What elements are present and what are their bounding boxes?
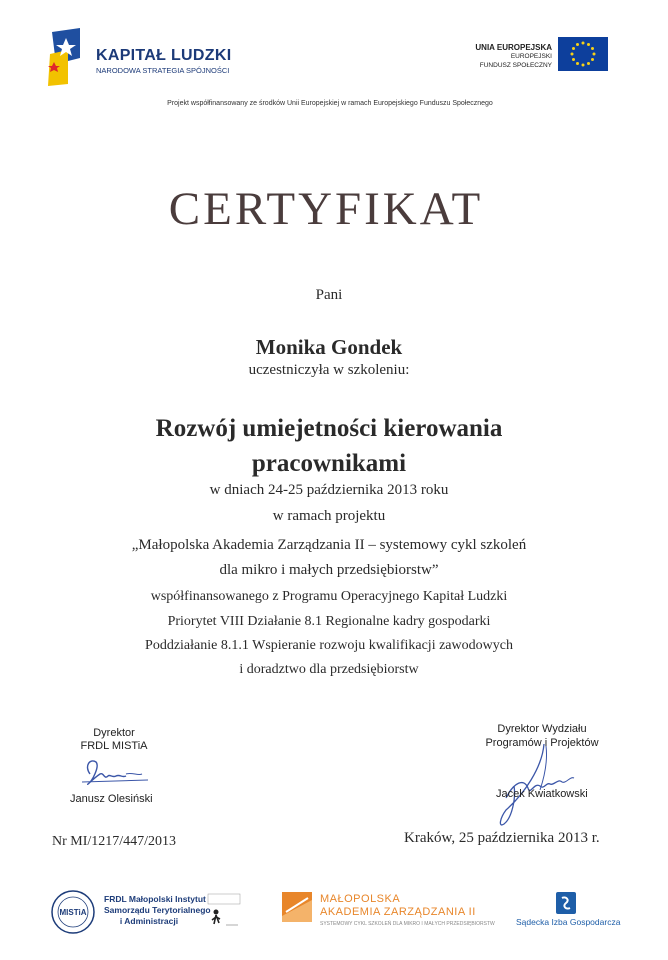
kapital-ludzki-logo: [46, 28, 86, 86]
left-signatory-role-line2: FRDL MISTiA: [80, 740, 148, 752]
right-signature-mark: [484, 738, 604, 834]
subaction-line1: Poddziałanie 8.1.1 Wspieranie rozwoju kwalifikacji zawodowych: [145, 638, 513, 653]
salutation: Pani: [315, 287, 343, 303]
cofinancing-note: Projekt współfinansowany ze środków Unii Europejskiej w ramach Europejskiego Funduszu Społecznego: [167, 100, 493, 107]
certificate-number: Nr MI/1217/447/2013: [52, 834, 177, 849]
right-signatory-role-line1: Dyrektor Wydziału: [497, 723, 587, 735]
subaction-line2: i doradztwo dla przedsiębiorstw: [239, 662, 419, 677]
program-text: współfinansowanego z Programu Operacyjnego Kapitał Ludzki: [150, 589, 508, 604]
frdl-line1: FRDL Małopolski Instytut: [104, 894, 206, 904]
right-signatory-name: Jacek Kwiatkowski: [496, 788, 588, 800]
mala-akademia-line1: MAŁOPOLSKA: [320, 893, 401, 905]
mala-akademia-line2: AKADEMIA ZARZĄDZANIA II: [320, 906, 476, 918]
left-signature-mark: [76, 752, 160, 792]
left-signatory-role-line1: Dyrektor: [93, 727, 135, 739]
participation-text: uczestniczyła w szkoleniu:: [248, 362, 410, 378]
mala-akademia-line3: SYSTEMOWY CYKL SZKOLEŃ DLA MIKRO I MAŁYCH PRZEDSIĘBIORSTW: [320, 921, 495, 927]
kapital-ludzki-subtitle: NARODOWA STRATEGIA SPÓJNOŚCI: [96, 66, 230, 75]
project-name-line1: „Małopolska Akademia Zarządzania II – systemowy cykl szkoleń: [131, 537, 527, 553]
frdl-line3: i Administracji: [119, 916, 179, 926]
course-title-line2: pracownikami: [251, 450, 407, 477]
eu-flag-icon: [558, 37, 608, 71]
sadecka-izba-logo-icon: [556, 892, 576, 914]
course-title-line1: Rozwój umiejetności kierowania: [155, 415, 503, 442]
eu-fund-line2: FUNDUSZ SPOŁECZNY: [479, 62, 552, 69]
right-signatory-role-line2: Programów i Projektów: [485, 737, 599, 749]
sadecka-izba-name: Sądecka Izba Gospodarcza: [516, 917, 621, 927]
project-name-line2: dla mikro i małych przedsiębiorstw”: [219, 562, 439, 578]
course-dates: w dniach 24-25 października 2013 roku: [209, 482, 449, 498]
eu-fund-line1: EUROPEJSKI: [510, 53, 552, 60]
kapital-ludzki-title: KAPITAŁ LUDZKI: [96, 47, 232, 64]
priority-text: Priorytet VIII Działanie 8.1 Regionalne kadry gospodarki: [167, 614, 491, 629]
eu-title: UNIA EUROPEJSKA: [475, 43, 552, 52]
place-and-date: Kraków, 25 października 2013 r.: [404, 830, 600, 846]
certificate-title: CERTYFIKAT: [168, 183, 484, 235]
left-signatory-name: Janusz Olesiński: [70, 793, 153, 805]
mala-akademia-logo-icon: [282, 892, 312, 922]
participant-name: Monika Gondek: [255, 335, 403, 359]
frdl-mistia-seal-icon: [50, 889, 96, 935]
frdl-line2: Samorządu Terytorialnego: [104, 905, 211, 915]
foundation-logo-icon: [204, 892, 244, 930]
project-intro: w ramach projektu: [272, 508, 386, 524]
frdl-seal-text: MISTiA: [59, 908, 87, 917]
